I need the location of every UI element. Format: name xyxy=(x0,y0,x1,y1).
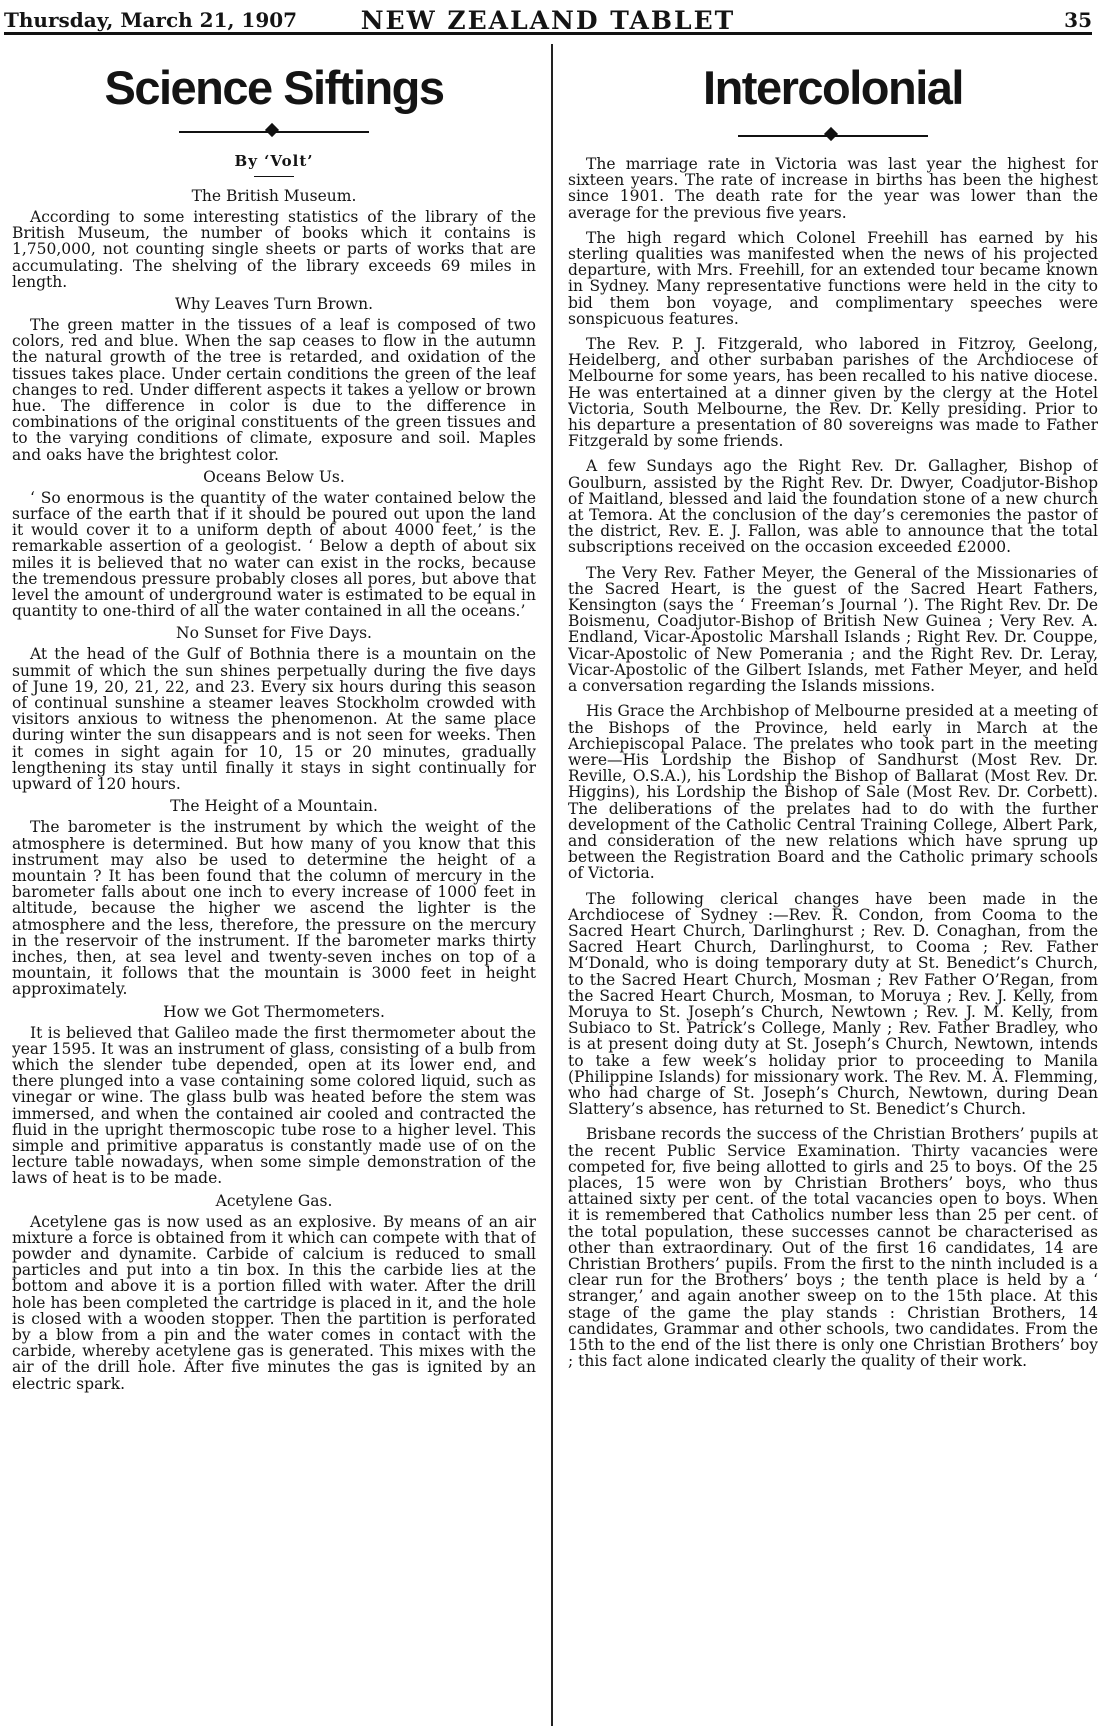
article-paragraph: ‘ So enormous is the quantity of the water contained below the surface of the earth that if it should be poured out upon the land it would cover it to a uniform depth of about 4000 feet,’ is the remarkable assertion of a geologist. ‘ Below a depth of about six miles it is believed that no water can exist in the rocks, because the tremendous pressure probably closes all pores, but above that level the amount of underground water is estimated to be equal in quantity to one-third of all the water contained in all the oceans.’ xyxy=(12,488,536,621)
article-section xyxy=(12,187,536,290)
article-section xyxy=(12,468,536,620)
section-subhead: Acetylene Gas. xyxy=(215,1191,333,1210)
intercolonial-column xyxy=(568,58,1098,1728)
article-paragraph: The barometer is the instrument by which the weight of the atmosphere is determined. But how many of you know that this instrument may also be used to determine the height of a mountain ? It has been found that the column of mercury in the barometer falls about one inch to every increase of 1000 feet in altitude, because the higher we ascend the lighter is the atmosphere and the less, therefore, the pressure on the mercury in the reservoir of the instrument. If the barometer marks thirty inches, then, at sea level and twenty-seven inches on top of a mountain, it follows that the mountain is 3000 feet in height approximately. xyxy=(12,818,536,999)
section-subhead: The Height of a Mountain. xyxy=(170,797,378,816)
article-section xyxy=(12,1003,536,1187)
column-heading: Science Siftings xyxy=(104,61,444,114)
section-subhead: Oceans Below Us. xyxy=(203,467,345,486)
article-paragraph: Acetylene gas is now used as an explosive. By means of an air mixture a force is obtained from it which can compete with that of powder and dynamite. Carbide of calcium is reduced to small particles and put into a tin box. In this the carbide lies at the bottom and above it is a portion filled with water. After the drill hole has been completed the cartridge is placed in it, and the hole is closed with a wooden stopper. Then the partition is perforated by a blow from a pin and the water comes in contact with the carbide, whereby acetylene gas is generated. This mixes with the air of the drill hole. After five minutes the gas is ignited by an electric spark. xyxy=(12,1212,536,1393)
news-paragraph: His Grace the Archbishop of Melbourne presided at a meeting of the Bishops of the Province, held early in March at the Archiepiscopal Palace. The prelates who took part in the meeting were—His Lordship the Bishop of Sandhurst (Most Rev. Dr. Reville, O.S.A.), his Lordship the Bishop of Ballarat (Most Rev. Dr. Higgins), his Lordship the Bishop of Sale (Most Rev. Dr. Corbett). The deliberations of the prelates had to do with the further development of the Catholic Central Training College, Albert Park, and consideration of the new relations which have sprung up between the Registration Board and the Catholic primary schools of Victoria. xyxy=(568,702,1098,883)
article-section xyxy=(12,1192,536,1392)
diamond-rule-ornament xyxy=(179,124,369,140)
masthead xyxy=(4,6,1092,35)
article-section xyxy=(12,624,536,792)
column-heading: Intercolonial xyxy=(703,61,963,114)
issue-date: Thursday, March 21, 1907 xyxy=(4,8,298,32)
diamond-rule-ornament xyxy=(738,128,928,144)
publication-title: NEW ZEALAND TABLET xyxy=(360,6,736,35)
article-paragraph: According to some interesting statistics of the library of the British Museum, the number of books which it contains is 1,750,000, not counting single sheets or parts of works that are accumulating. The shelving of the library exceeds 69 miles in length. xyxy=(12,208,536,291)
section-subhead: How we Got Thermometers. xyxy=(163,1002,385,1021)
section-subhead: No Sunset for Five Days. xyxy=(176,624,372,643)
article-paragraph: At the head of the Gulf of Bothnia there is a mountain on the summit of which the sun shines perpetually during the five days of June 19, 20, 21, 22, and 23. Every six hours during this season of continual sunshine a steamer leaves Stockholm crowded with visitors anxious to witness the phenomenon. At the same place during winter the sun disappears and is not seen for weeks. Then it comes in sight again for 10, 15 or 20 minutes, gradually lengthening its stay until finally it stays in sight continually for upward of 120 hours. xyxy=(12,645,536,794)
news-paragraph: The high regard which Colonel Freehill has earned by his sterling qualities was manifested when the news of his projected departure, with Mrs. Freehill, for an extended tour became known in Sydney. Many representative functions were held in the city to bid them bon voyage, and complimentary speeches were sonspicuous features. xyxy=(568,228,1098,328)
article-section xyxy=(12,797,536,997)
article-paragraph: It is believed that Galileo made the first thermometer about the year 1595. It was an instrument of glass, consisting of a bulb from which the slender tube depended, open at its lower end, and there plunged into a vase containing some colored liquid, such as vinegar or wine. The glass bulb was heated before the stem was immersed, and when the contained air cooled and contracted the fluid in the upright thermoscopic tube rose to a higher level. This simple and primitive apparatus is constantly made use of on the lecture table nowadays, when some simple demonstration of the laws of heat is to be made. xyxy=(12,1023,536,1188)
page-number: 35 xyxy=(1064,8,1092,32)
science-siftings-column xyxy=(12,58,536,1728)
article-paragraph: The green matter in the tissues of a leaf is composed of two colors, red and blue. When the sap ceases to flow in the autumn the natural growth of the tree is retarded, and oxidation of the tissues takes place. Under certain conditions the green of the leaf changes to red. Under different aspects it takes a yellow or brown hue. The difference in color is due to the difference in combinations of the original constituents of the green tissues and to the varying conditions of climate, exposure and soil. Maples and oaks have the brightest color. xyxy=(12,316,536,464)
byline: By ‘Volt’ xyxy=(234,152,314,170)
section-subhead: Why Leaves Turn Brown. xyxy=(174,295,374,314)
section-subhead: The British Museum. xyxy=(191,187,357,205)
news-paragraph: The following clerical changes have been made in the Archdiocese of Sydney :—Rev. R. Condon, from Cooma to the Sacred Heart Church, Darlinghurst ; Rev. D. Conaghan, from the Sacred Heart Church, Darlinghurst, to Cooma ; Rev. Father M‘Donald, who is doing temporary duty at St. Benedict’s Church, to the Sacred Heart Church, Mosman ; Rev Father O’Regan, from the Sacred Heart Church, Mosman, to Moruya ; Rev. J. Kelly, from Moruya to St. Joseph’s Church, Newtown ; Rev. J. M. Kelly, from Subiaco to St. Patrick’s College, Manly ; Rev. Father Bradley, who is at present doing duty at St. Joseph’s Church, Newtown, intends to take a few week’s holiday prior to proceeding to Manila (Philippine Islands) for missionary work. The Rev. M. A. Flemming, who had charge of St. Joseph’s Church, Newtown, during Dean Slattery’s absence, has returned to St. Benedict’s Church. xyxy=(568,889,1098,1119)
news-paragraph: Brisbane records the success of the Christian Brothers’ pupils at the recent Public Service Examination. Thirty vacancies were competed for, five being allotted to girls and 25 to boys. Of the 25 places, 15 were won by Christian Brothers’ boys, who thus attained sixty per cent. of the total vacancies open to boys. When it is remembered that Catholics number less than 25 per cent. of the total population, these successes cannot be characterised as other than extraordinary. Out of the first 16 candidates, 14 are Christian Brothers’ pupils. From the first to the ninth included is a clear run for the Brothers’ boys ; the tenth place is held by a ‘ stranger,’ and again another sweep on to the 15th place. At this stage of the game the play stands : Christian Brothers, 14 candidates, Grammar and other schools, two candidates. From the 15th to the end of the list there is only one Christian Brothers’ boy ; this fact alone indicated clearly the quality of their work. xyxy=(568,1125,1098,1371)
news-paragraph: The marriage rate in Victoria was last year the highest for sixteen years. The rate of increase in births has been the highest since 1901. The death rate for the year was lower than the average for the previous five years. xyxy=(568,155,1098,222)
news-paragraph: The Rev. P. J. Fitzgerald, who labored in Fitzroy, Geelong, Heidelberg, and other surbaban parishes of the Archdiocese of Melbourne for some years, has been recalled to his native diocese. He was entertained at a dinner given by the clergy at the Hotel Victoria, South Melbourne, the Rev. Dr. Kelly presiding. Prior to his departure a presentation of 80 sovereigns was made to Father Fitzgerald by some friends. xyxy=(568,335,1098,451)
article-section xyxy=(12,295,536,463)
news-paragraph: The Very Rev. Father Meyer, the General of the Missionaries of the Sacred Heart, is the guest of the Sacred Heart Fathers, Kensington (says the ‘ Freeman’s Journal ’). The Right Rev. Dr. De Boismenu, Coadjutor-Bishop of British New Guinea ; Very Rev. A. Endland, Vicar-Apostolic Marshall Islands ; Right Rev. Dr. Couppe, Vicar-Apostolic of New Pomerania ; and the Right Rev. Dr. Leray, Vicar-Apostolic of the Gilbert Islands, met Father Meyer, and held a conversation regarding the Islands missions. xyxy=(568,563,1098,696)
column-divider xyxy=(551,44,553,1726)
news-paragraph: A few Sundays ago the Right Rev. Dr. Gallagher, Bishop of Goulburn, assisted by the Right Rev. Dr. Dwyer, Coadjutor-Bishop of Maitland, blessed and laid the foundation stone of a new church at Temora. At the conclusion of the day’s ceremonies the pastor of the district, Rev. E. J. Fallon, was able to announce that the total subscriptions received on the occasion exceeded £2000. xyxy=(568,457,1098,557)
short-rule xyxy=(254,176,294,177)
